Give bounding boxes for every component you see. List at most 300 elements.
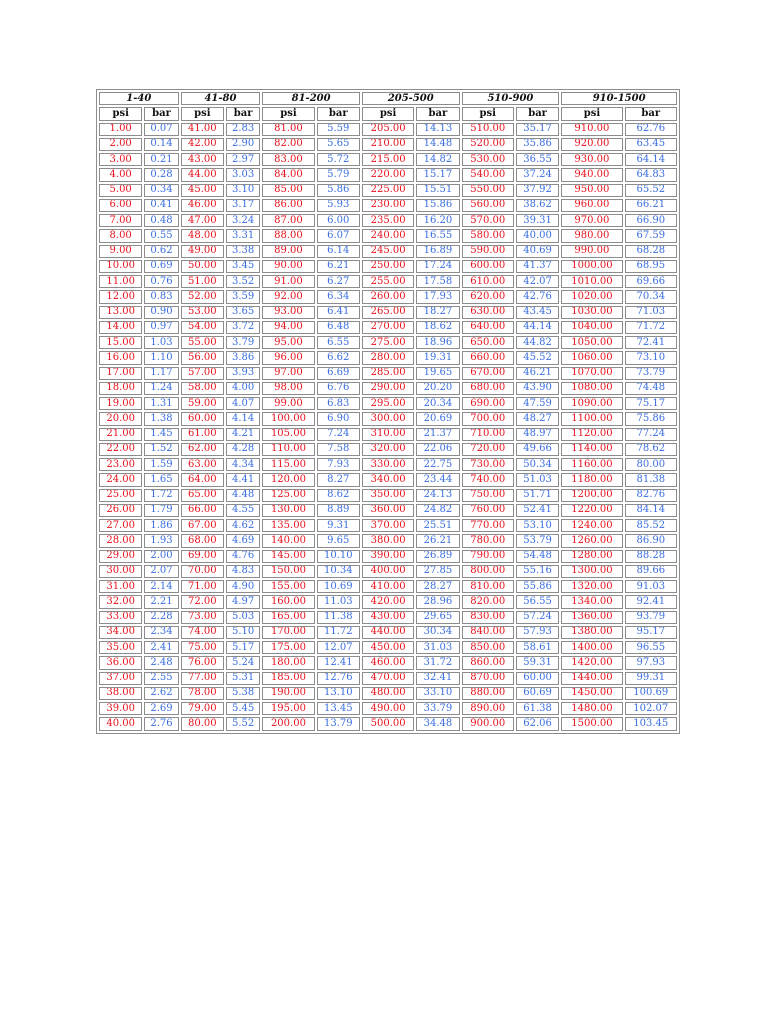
psi-value-cell: 950.00 bbox=[561, 184, 622, 197]
psi-value-cell: 470.00 bbox=[362, 672, 414, 685]
table-row bbox=[99, 382, 677, 395]
psi-value-cell: 225.00 bbox=[362, 184, 414, 197]
psi-value-cell: 1140.00 bbox=[561, 443, 622, 456]
bar-value-cell: 5.79 bbox=[317, 168, 360, 181]
psi-value-cell: 510.00 bbox=[462, 123, 514, 136]
psi-value-cell: 260.00 bbox=[362, 290, 414, 303]
psi-value-cell: 56.00 bbox=[181, 351, 224, 364]
bar-value-cell: 59.31 bbox=[516, 656, 559, 669]
bar-value-cell: 17.24 bbox=[416, 260, 459, 273]
bar-value-cell: 0.90 bbox=[144, 306, 178, 319]
psi-column-header: psi bbox=[99, 107, 142, 120]
psi-value-cell: 96.00 bbox=[262, 351, 314, 364]
bar-value-cell: 62.76 bbox=[625, 123, 677, 136]
psi-value-cell: 98.00 bbox=[262, 382, 314, 395]
bar-value-cell: 65.52 bbox=[625, 184, 677, 197]
bar-value-cell: 6.14 bbox=[317, 245, 360, 258]
bar-value-cell: 5.38 bbox=[226, 687, 260, 700]
bar-value-cell: 3.31 bbox=[226, 229, 260, 242]
psi-value-cell: 83.00 bbox=[262, 153, 314, 166]
bar-value-cell: 4.55 bbox=[226, 504, 260, 517]
psi-value-cell: 1040.00 bbox=[561, 321, 622, 334]
unit-header-row bbox=[99, 107, 677, 120]
psi-value-cell: 115.00 bbox=[262, 458, 314, 471]
psi-value-cell: 200.00 bbox=[262, 717, 314, 730]
bar-value-cell: 2.76 bbox=[144, 717, 178, 730]
psi-value-cell: 49.00 bbox=[181, 245, 224, 258]
psi-value-cell: 78.00 bbox=[181, 687, 224, 700]
psi-value-cell: 160.00 bbox=[262, 595, 314, 608]
bar-value-cell: 4.48 bbox=[226, 489, 260, 502]
bar-value-cell: 3.38 bbox=[226, 245, 260, 258]
psi-value-cell: 650.00 bbox=[462, 336, 514, 349]
psi-value-cell: 64.00 bbox=[181, 473, 224, 486]
bar-value-cell: 52.41 bbox=[516, 504, 559, 517]
psi-value-cell: 320.00 bbox=[362, 443, 414, 456]
bar-column-header: bar bbox=[317, 107, 360, 120]
bar-value-cell: 64.14 bbox=[625, 153, 677, 166]
psi-value-cell: 460.00 bbox=[362, 656, 414, 669]
bar-value-cell: 15.17 bbox=[416, 168, 459, 181]
psi-value-cell: 73.00 bbox=[181, 611, 224, 624]
psi-value-cell: 970.00 bbox=[561, 214, 622, 227]
table-row bbox=[99, 351, 677, 364]
psi-value-cell: 175.00 bbox=[262, 641, 314, 654]
psi-value-cell: 560.00 bbox=[462, 199, 514, 212]
psi-value-cell: 590.00 bbox=[462, 245, 514, 258]
bar-value-cell: 88.28 bbox=[625, 550, 677, 563]
bar-value-cell: 77.24 bbox=[625, 428, 677, 441]
bar-value-cell: 19.31 bbox=[416, 351, 459, 364]
bar-value-cell: 2.21 bbox=[144, 595, 178, 608]
table-row bbox=[99, 184, 677, 197]
bar-value-cell: 10.10 bbox=[317, 550, 360, 563]
psi-value-cell: 34.00 bbox=[99, 626, 142, 639]
bar-value-cell: 6.27 bbox=[317, 275, 360, 288]
psi-value-cell: 18.00 bbox=[99, 382, 142, 395]
bar-value-cell: 38.62 bbox=[516, 199, 559, 212]
psi-value-cell: 33.00 bbox=[99, 611, 142, 624]
psi-value-cell: 420.00 bbox=[362, 595, 414, 608]
bar-value-cell: 55.86 bbox=[516, 580, 559, 593]
bar-value-cell: 8.62 bbox=[317, 489, 360, 502]
bar-value-cell: 13.45 bbox=[317, 702, 360, 715]
psi-value-cell: 26.00 bbox=[99, 504, 142, 517]
bar-value-cell: 1.72 bbox=[144, 489, 178, 502]
table-row bbox=[99, 504, 677, 517]
psi-value-cell: 21.00 bbox=[99, 428, 142, 441]
bar-value-cell: 50.34 bbox=[516, 458, 559, 471]
psi-value-cell: 900.00 bbox=[462, 717, 514, 730]
bar-value-cell: 2.83 bbox=[226, 123, 260, 136]
table-row bbox=[99, 702, 677, 715]
psi-value-cell: 4.00 bbox=[99, 168, 142, 181]
bar-value-cell: 12.41 bbox=[317, 656, 360, 669]
psi-value-cell: 74.00 bbox=[181, 626, 224, 639]
psi-value-cell: 1060.00 bbox=[561, 351, 622, 364]
psi-value-cell: 710.00 bbox=[462, 428, 514, 441]
psi-value-cell: 19.00 bbox=[99, 397, 142, 410]
psi-value-cell: 62.00 bbox=[181, 443, 224, 456]
table-row bbox=[99, 534, 677, 547]
table-row bbox=[99, 214, 677, 227]
psi-value-cell: 295.00 bbox=[362, 397, 414, 410]
bar-value-cell: 39.31 bbox=[516, 214, 559, 227]
psi-value-cell: 280.00 bbox=[362, 351, 414, 364]
bar-value-cell: 0.76 bbox=[144, 275, 178, 288]
bar-value-cell: 66.21 bbox=[625, 199, 677, 212]
bar-value-cell: 33.79 bbox=[416, 702, 459, 715]
bar-value-cell: 2.14 bbox=[144, 580, 178, 593]
bar-value-cell: 4.21 bbox=[226, 428, 260, 441]
psi-value-cell: 30.00 bbox=[99, 565, 142, 578]
bar-value-cell: 5.10 bbox=[226, 626, 260, 639]
psi-value-cell: 490.00 bbox=[362, 702, 414, 715]
psi-value-cell: 88.00 bbox=[262, 229, 314, 242]
psi-value-cell: 1160.00 bbox=[561, 458, 622, 471]
bar-value-cell: 0.28 bbox=[144, 168, 178, 181]
psi-value-cell: 330.00 bbox=[362, 458, 414, 471]
psi-value-cell: 11.00 bbox=[99, 275, 142, 288]
psi-value-cell: 960.00 bbox=[561, 199, 622, 212]
table-row bbox=[99, 428, 677, 441]
psi-value-cell: 71.00 bbox=[181, 580, 224, 593]
psi-value-cell: 70.00 bbox=[181, 565, 224, 578]
bar-value-cell: 75.86 bbox=[625, 412, 677, 425]
psi-value-cell: 610.00 bbox=[462, 275, 514, 288]
bar-value-cell: 63.45 bbox=[625, 138, 677, 151]
bar-value-cell: 3.86 bbox=[226, 351, 260, 364]
bar-value-cell: 47.59 bbox=[516, 397, 559, 410]
bar-value-cell: 60.69 bbox=[516, 687, 559, 700]
psi-value-cell: 84.00 bbox=[262, 168, 314, 181]
table-row bbox=[99, 687, 677, 700]
psi-value-cell: 680.00 bbox=[462, 382, 514, 395]
psi-value-cell: 1020.00 bbox=[561, 290, 622, 303]
bar-value-cell: 2.69 bbox=[144, 702, 178, 715]
bar-value-cell: 5.52 bbox=[226, 717, 260, 730]
psi-value-cell: 730.00 bbox=[462, 458, 514, 471]
bar-value-cell: 27.85 bbox=[416, 565, 459, 578]
psi-value-cell: 520.00 bbox=[462, 138, 514, 151]
bar-column-header: bar bbox=[625, 107, 677, 120]
psi-value-cell: 1480.00 bbox=[561, 702, 622, 715]
psi-value-cell: 58.00 bbox=[181, 382, 224, 395]
psi-value-cell: 890.00 bbox=[462, 702, 514, 715]
bar-value-cell: 29.65 bbox=[416, 611, 459, 624]
psi-value-cell: 68.00 bbox=[181, 534, 224, 547]
psi-value-cell: 820.00 bbox=[462, 595, 514, 608]
bar-value-cell: 53.10 bbox=[516, 519, 559, 532]
bar-value-cell: 10.69 bbox=[317, 580, 360, 593]
psi-value-cell: 20.00 bbox=[99, 412, 142, 425]
psi-value-cell: 22.00 bbox=[99, 443, 142, 456]
table-row bbox=[99, 519, 677, 532]
psi-value-cell: 210.00 bbox=[362, 138, 414, 151]
bar-value-cell: 34.48 bbox=[416, 717, 459, 730]
bar-value-cell: 4.28 bbox=[226, 443, 260, 456]
bar-value-cell: 4.34 bbox=[226, 458, 260, 471]
bar-value-cell: 3.72 bbox=[226, 321, 260, 334]
psi-value-cell: 670.00 bbox=[462, 367, 514, 380]
psi-value-cell: 1200.00 bbox=[561, 489, 622, 502]
psi-value-cell: 16.00 bbox=[99, 351, 142, 364]
psi-value-cell: 1080.00 bbox=[561, 382, 622, 395]
bar-value-cell: 64.83 bbox=[625, 168, 677, 181]
bar-value-cell: 41.37 bbox=[516, 260, 559, 273]
psi-value-cell: 780.00 bbox=[462, 534, 514, 547]
table-row bbox=[99, 473, 677, 486]
psi-value-cell: 1180.00 bbox=[561, 473, 622, 486]
psi-value-cell: 195.00 bbox=[262, 702, 314, 715]
psi-value-cell: 1120.00 bbox=[561, 428, 622, 441]
psi-value-cell: 47.00 bbox=[181, 214, 224, 227]
bar-value-cell: 14.48 bbox=[416, 138, 459, 151]
psi-value-cell: 105.00 bbox=[262, 428, 314, 441]
bar-value-cell: 95.17 bbox=[625, 626, 677, 639]
bar-value-cell: 3.79 bbox=[226, 336, 260, 349]
bar-value-cell: 6.41 bbox=[317, 306, 360, 319]
bar-value-cell: 5.93 bbox=[317, 199, 360, 212]
psi-value-cell: 99.00 bbox=[262, 397, 314, 410]
psi-value-cell: 7.00 bbox=[99, 214, 142, 227]
bar-value-cell: 78.62 bbox=[625, 443, 677, 456]
bar-value-cell: 7.93 bbox=[317, 458, 360, 471]
bar-value-cell: 5.17 bbox=[226, 641, 260, 654]
psi-value-cell: 1400.00 bbox=[561, 641, 622, 654]
bar-value-cell: 5.59 bbox=[317, 123, 360, 136]
table-row bbox=[99, 641, 677, 654]
bar-value-cell: 2.41 bbox=[144, 641, 178, 654]
psi-value-cell: 92.00 bbox=[262, 290, 314, 303]
psi-value-cell: 82.00 bbox=[262, 138, 314, 151]
bar-value-cell: 75.17 bbox=[625, 397, 677, 410]
bar-value-cell: 36.55 bbox=[516, 153, 559, 166]
bar-value-cell: 4.41 bbox=[226, 473, 260, 486]
psi-value-cell: 360.00 bbox=[362, 504, 414, 517]
psi-value-cell: 35.00 bbox=[99, 641, 142, 654]
bar-value-cell: 21.37 bbox=[416, 428, 459, 441]
psi-value-cell: 170.00 bbox=[262, 626, 314, 639]
psi-value-cell: 31.00 bbox=[99, 580, 142, 593]
bar-value-cell: 2.34 bbox=[144, 626, 178, 639]
bar-value-cell: 32.41 bbox=[416, 672, 459, 685]
bar-value-cell: 42.76 bbox=[516, 290, 559, 303]
bar-value-cell: 28.27 bbox=[416, 580, 459, 593]
bar-value-cell: 3.03 bbox=[226, 168, 260, 181]
psi-value-cell: 15.00 bbox=[99, 336, 142, 349]
bar-value-cell: 69.66 bbox=[625, 275, 677, 288]
psi-value-cell: 640.00 bbox=[462, 321, 514, 334]
psi-value-cell: 28.00 bbox=[99, 534, 142, 547]
bar-value-cell: 0.48 bbox=[144, 214, 178, 227]
bar-value-cell: 51.03 bbox=[516, 473, 559, 486]
psi-value-cell: 91.00 bbox=[262, 275, 314, 288]
psi-value-cell: 1000.00 bbox=[561, 260, 622, 273]
bar-value-cell: 82.76 bbox=[625, 489, 677, 502]
bar-value-cell: 1.79 bbox=[144, 504, 178, 517]
bar-value-cell: 99.31 bbox=[625, 672, 677, 685]
psi-value-cell: 600.00 bbox=[462, 260, 514, 273]
bar-column-header: bar bbox=[144, 107, 178, 120]
bar-value-cell: 66.90 bbox=[625, 214, 677, 227]
bar-value-cell: 2.07 bbox=[144, 565, 178, 578]
bar-value-cell: 1.31 bbox=[144, 397, 178, 410]
range-header: 510-900 bbox=[462, 92, 560, 105]
bar-value-cell: 71.72 bbox=[625, 321, 677, 334]
bar-value-cell: 35.86 bbox=[516, 138, 559, 151]
psi-value-cell: 1100.00 bbox=[561, 412, 622, 425]
bar-value-cell: 1.52 bbox=[144, 443, 178, 456]
range-header: 910-1500 bbox=[561, 92, 677, 105]
bar-value-cell: 0.62 bbox=[144, 245, 178, 258]
psi-value-cell: 1320.00 bbox=[561, 580, 622, 593]
psi-value-cell: 580.00 bbox=[462, 229, 514, 242]
psi-value-cell: 59.00 bbox=[181, 397, 224, 410]
psi-value-cell: 370.00 bbox=[362, 519, 414, 532]
bar-value-cell: 1.24 bbox=[144, 382, 178, 395]
bar-value-cell: 1.03 bbox=[144, 336, 178, 349]
table-row bbox=[99, 275, 677, 288]
bar-value-cell: 6.76 bbox=[317, 382, 360, 395]
table-row bbox=[99, 672, 677, 685]
psi-value-cell: 145.00 bbox=[262, 550, 314, 563]
bar-value-cell: 35.17 bbox=[516, 123, 559, 136]
psi-value-cell: 220.00 bbox=[362, 168, 414, 181]
psi-value-cell: 1280.00 bbox=[561, 550, 622, 563]
bar-value-cell: 4.69 bbox=[226, 534, 260, 547]
psi-value-cell: 57.00 bbox=[181, 367, 224, 380]
bar-value-cell: 6.07 bbox=[317, 229, 360, 242]
bar-value-cell: 1.45 bbox=[144, 428, 178, 441]
psi-value-cell: 66.00 bbox=[181, 504, 224, 517]
bar-value-cell: 56.55 bbox=[516, 595, 559, 608]
table-row bbox=[99, 123, 677, 136]
psi-value-cell: 5.00 bbox=[99, 184, 142, 197]
psi-value-cell: 290.00 bbox=[362, 382, 414, 395]
bar-value-cell: 53.79 bbox=[516, 534, 559, 547]
table-row bbox=[99, 153, 677, 166]
psi-value-cell: 1440.00 bbox=[561, 672, 622, 685]
psi-value-cell: 840.00 bbox=[462, 626, 514, 639]
psi-value-cell: 400.00 bbox=[362, 565, 414, 578]
psi-bar-conversion-table bbox=[96, 89, 680, 734]
psi-value-cell: 830.00 bbox=[462, 611, 514, 624]
psi-value-cell: 870.00 bbox=[462, 672, 514, 685]
psi-value-cell: 350.00 bbox=[362, 489, 414, 502]
psi-value-cell: 550.00 bbox=[462, 184, 514, 197]
psi-value-cell: 23.00 bbox=[99, 458, 142, 471]
psi-value-cell: 450.00 bbox=[362, 641, 414, 654]
psi-value-cell: 43.00 bbox=[181, 153, 224, 166]
range-header: 205-500 bbox=[362, 92, 460, 105]
psi-value-cell: 810.00 bbox=[462, 580, 514, 593]
psi-value-cell: 310.00 bbox=[362, 428, 414, 441]
psi-value-cell: 27.00 bbox=[99, 519, 142, 532]
psi-value-cell: 1450.00 bbox=[561, 687, 622, 700]
psi-value-cell: 53.00 bbox=[181, 306, 224, 319]
bar-value-cell: 14.13 bbox=[416, 123, 459, 136]
bar-value-cell: 0.21 bbox=[144, 153, 178, 166]
table-body bbox=[99, 123, 677, 731]
psi-value-cell: 740.00 bbox=[462, 473, 514, 486]
bar-value-cell: 54.48 bbox=[516, 550, 559, 563]
psi-value-cell: 690.00 bbox=[462, 397, 514, 410]
psi-value-cell: 1220.00 bbox=[561, 504, 622, 517]
psi-value-cell: 14.00 bbox=[99, 321, 142, 334]
bar-value-cell: 20.69 bbox=[416, 412, 459, 425]
bar-value-cell: 18.27 bbox=[416, 306, 459, 319]
bar-value-cell: 13.10 bbox=[317, 687, 360, 700]
psi-value-cell: 100.00 bbox=[262, 412, 314, 425]
table-row bbox=[99, 412, 677, 425]
bar-value-cell: 42.07 bbox=[516, 275, 559, 288]
bar-value-cell: 0.55 bbox=[144, 229, 178, 242]
table-row bbox=[99, 229, 677, 242]
psi-value-cell: 37.00 bbox=[99, 672, 142, 685]
bar-value-cell: 11.72 bbox=[317, 626, 360, 639]
bar-value-cell: 7.58 bbox=[317, 443, 360, 456]
psi-value-cell: 94.00 bbox=[262, 321, 314, 334]
bar-value-cell: 2.00 bbox=[144, 550, 178, 563]
psi-value-cell: 750.00 bbox=[462, 489, 514, 502]
bar-value-cell: 2.90 bbox=[226, 138, 260, 151]
psi-value-cell: 32.00 bbox=[99, 595, 142, 608]
psi-value-cell: 2.00 bbox=[99, 138, 142, 151]
psi-value-cell: 760.00 bbox=[462, 504, 514, 517]
psi-column-header: psi bbox=[181, 107, 224, 120]
bar-value-cell: 6.21 bbox=[317, 260, 360, 273]
psi-value-cell: 1.00 bbox=[99, 123, 142, 136]
psi-value-cell: 52.00 bbox=[181, 290, 224, 303]
bar-value-cell: 6.83 bbox=[317, 397, 360, 410]
bar-value-cell: 48.97 bbox=[516, 428, 559, 441]
psi-value-cell: 940.00 bbox=[561, 168, 622, 181]
bar-value-cell: 2.62 bbox=[144, 687, 178, 700]
bar-value-cell: 96.55 bbox=[625, 641, 677, 654]
psi-value-cell: 77.00 bbox=[181, 672, 224, 685]
psi-value-cell: 38.00 bbox=[99, 687, 142, 700]
psi-value-cell: 285.00 bbox=[362, 367, 414, 380]
table-row bbox=[99, 397, 677, 410]
bar-value-cell: 61.38 bbox=[516, 702, 559, 715]
psi-value-cell: 51.00 bbox=[181, 275, 224, 288]
psi-value-cell: 265.00 bbox=[362, 306, 414, 319]
bar-value-cell: 22.75 bbox=[416, 458, 459, 471]
bar-value-cell: 4.62 bbox=[226, 519, 260, 532]
bar-value-cell: 0.14 bbox=[144, 138, 178, 151]
psi-value-cell: 72.00 bbox=[181, 595, 224, 608]
bar-value-cell: 16.89 bbox=[416, 245, 459, 258]
psi-value-cell: 860.00 bbox=[462, 656, 514, 669]
bar-value-cell: 57.24 bbox=[516, 611, 559, 624]
bar-value-cell: 5.86 bbox=[317, 184, 360, 197]
psi-value-cell: 700.00 bbox=[462, 412, 514, 425]
psi-value-cell: 36.00 bbox=[99, 656, 142, 669]
bar-value-cell: 6.34 bbox=[317, 290, 360, 303]
bar-value-cell: 1.93 bbox=[144, 534, 178, 547]
bar-value-cell: 31.03 bbox=[416, 641, 459, 654]
bar-value-cell: 3.65 bbox=[226, 306, 260, 319]
bar-value-cell: 11.03 bbox=[317, 595, 360, 608]
bar-value-cell: 10.34 bbox=[317, 565, 360, 578]
bar-value-cell: 46.21 bbox=[516, 367, 559, 380]
psi-value-cell: 165.00 bbox=[262, 611, 314, 624]
bar-value-cell: 49.66 bbox=[516, 443, 559, 456]
table-row bbox=[99, 458, 677, 471]
psi-value-cell: 67.00 bbox=[181, 519, 224, 532]
bar-value-cell: 1.86 bbox=[144, 519, 178, 532]
